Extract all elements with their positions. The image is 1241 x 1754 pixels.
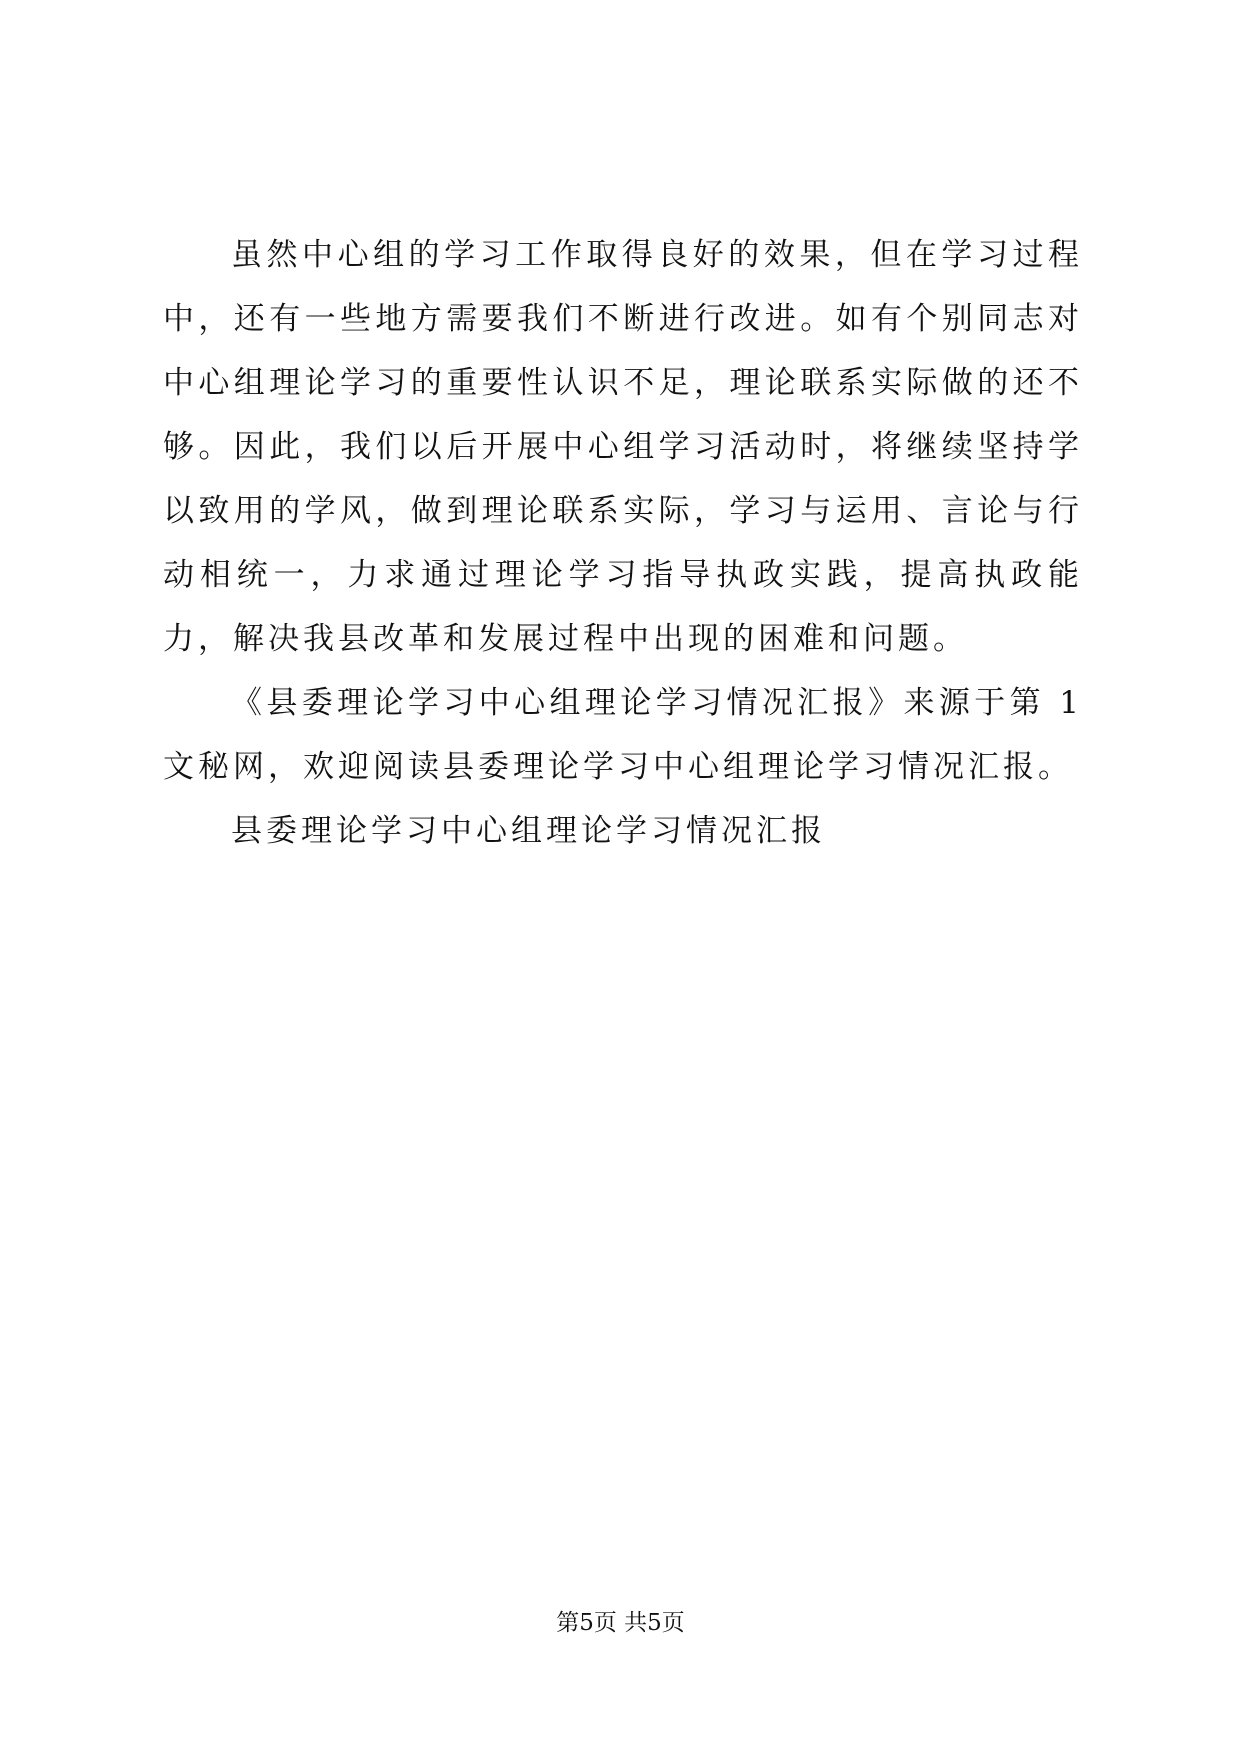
page-total: 共5页 bbox=[624, 1610, 685, 1636]
body-paragraph-title-line: 县委理论学习中心组理论学习情况汇报 bbox=[231, 813, 826, 849]
body-paragraph-conclusion: 虽然中心组的学习工作取得良好的效果，但在学习过程中，还有一些地方需要我们不断进行改进。如有个别同志对中心组理论学习的重要性认识不足，理论联系实际做的还不够。因此，我们以后开展中心组学习活动时，将继续坚持学以致用的学风，做到理论联系实际，学习与运用、言论与行动相统一，力求通过理论学习指导执政实践，提高执政能力，解决我县改革和发展过程中出现的困难和问题。 bbox=[163, 237, 1083, 657]
page-footer bbox=[0, 1607, 1241, 1639]
document-body bbox=[163, 223, 1097, 863]
page-number: 第5页 bbox=[556, 1610, 617, 1636]
body-paragraph-source-note: 《县委理论学习中心组理论学习情况汇报》来源于第 1 文秘网，欢迎阅读县委理论学习中心组理论学习情况汇报。 bbox=[163, 685, 1097, 785]
